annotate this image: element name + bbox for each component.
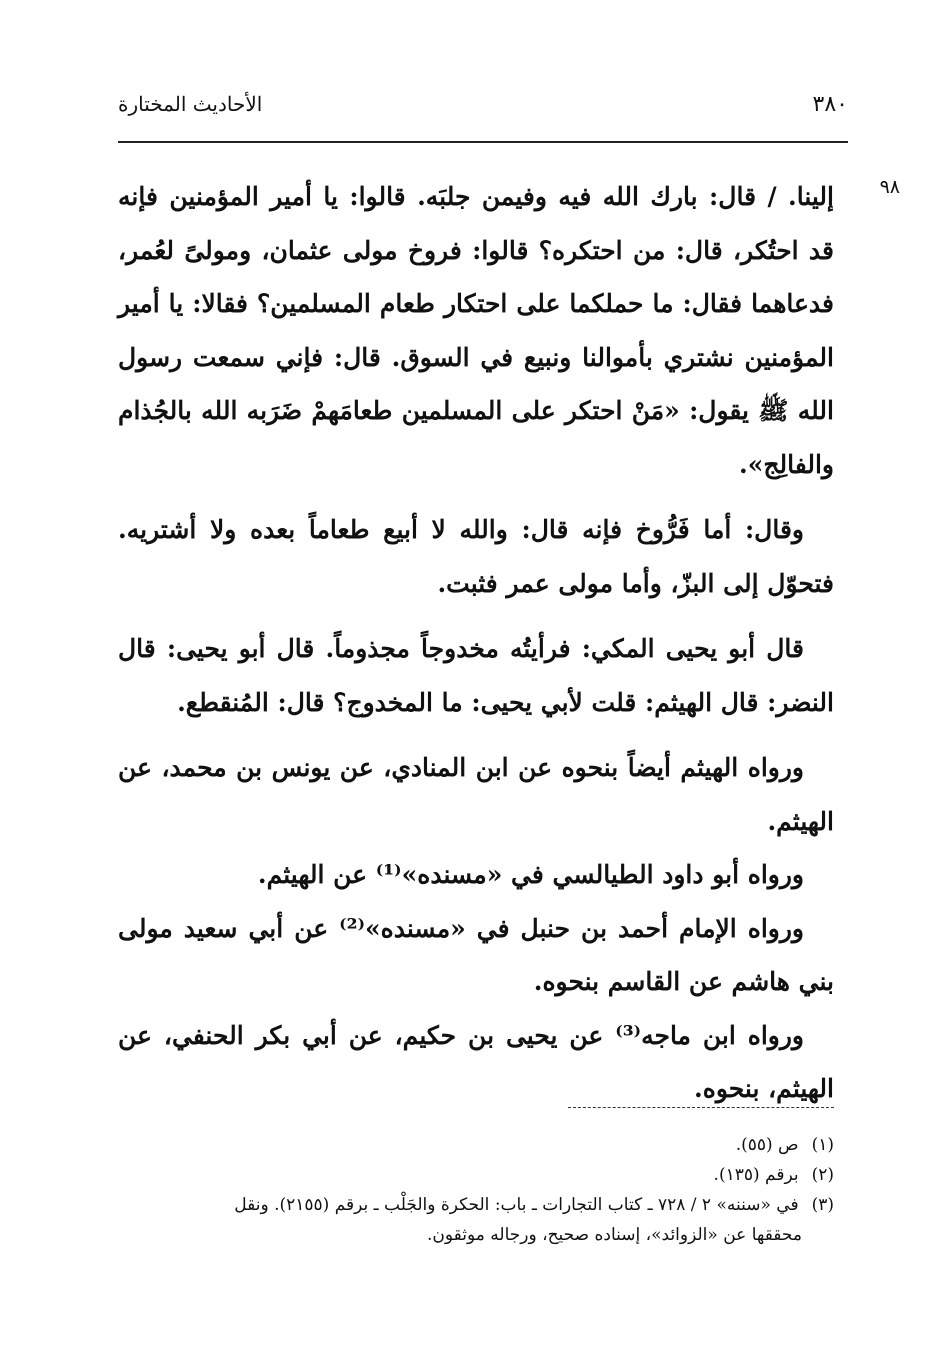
running-title: الأحاديث المختارة — [118, 92, 263, 116]
paragraph-hadith: إلينا. / قال: بارك الله فيه وفيمن جلبَه. قالوا: يا أمير المؤمنين فإنه قد احتُكر، قال: من احتكره؟ قالوا: فروخ مولى عثمان، ومولىً لعُمر، فدعاهما فقال: ما حملكما على احتكار طعام المسلمين؟ فقالا: يا أمير المؤمنين نشتري بأموالنا ونبيع في السوق. قال: فإني سمعت رسول الله ﷺ يقول: «مَنْ احتكر على المسلمين طعامَهمْ ضَرَبه الله بالجُذام والفالِج». — [118, 182, 834, 479]
main-text — [118, 170, 834, 1116]
footnote-number: (١) — [811, 1135, 834, 1155]
paragraph-ibn-majah: ورواه ابن ماجه⁽³⁾ عن يحيى بن حكيم، عن أبي بكر الحنفي، عن الهيثم، بنحوه. — [118, 1020, 834, 1103]
footnote-text: برقم (١٣٥). — [713, 1165, 799, 1185]
paragraph-tayalisi: ورواه أبو داود الطيالسي في «مسنده»⁽¹⁾ عن الهيثم. — [257, 860, 804, 889]
page-header — [118, 92, 848, 132]
header-rule — [118, 141, 848, 143]
footnote-text: ص (٥٥). — [735, 1135, 799, 1155]
margin-hadith-number: ٩٨ — [879, 176, 900, 198]
footnote-text: في «سننه» ٢ / ٧٢٨ ـ كتاب التجارات ـ باب: الحكرة والجَلْب ـ برقم (٢١٥٥). ونقل — [234, 1195, 799, 1215]
paragraph-farrukh: وقال: أما فَرُّوخ فإنه قال: والله لا أبيع طعاماً بعده ولا أشتريه. فتحوّل إلى البزّ، وأما مولى عمر فثبت. — [118, 515, 834, 598]
footnote-2 — [118, 1160, 834, 1190]
footnotes — [118, 1130, 834, 1250]
footnote-3-continuation: محققها عن «الزوائد»، إسناده صحيح، ورجاله موثقون. — [426, 1225, 802, 1245]
footnote-number: (٣) — [811, 1195, 834, 1215]
paragraph-ahmad: ورواه الإمام أحمد بن حنبل في «مسنده»⁽²⁾ عن أبي سعيد مولى بني هاشم عن القاسم بنحوه. — [118, 913, 834, 996]
footnote-1 — [118, 1130, 834, 1160]
footnote-number: (٢) — [811, 1165, 834, 1185]
footnote-separator — [568, 1107, 834, 1108]
paragraph-abu-yahya: قال أبو يحيى المكي: فرأيتُه مخدوجاً مجذوماً. قال أبو يحيى: قال النضر: قال الهيثم: قلت لأبي يحيى: ما المخدوج؟ قال: المُنقطع. — [118, 634, 834, 717]
footnote-3 — [118, 1190, 834, 1220]
paragraph-ibn-munadi: ورواه الهيثم أيضاً بنحوه عن ابن المنادي، عن يونس بن محمد، عن الهيثم. — [118, 753, 834, 836]
page-number: ٣٨٠ — [812, 92, 848, 117]
